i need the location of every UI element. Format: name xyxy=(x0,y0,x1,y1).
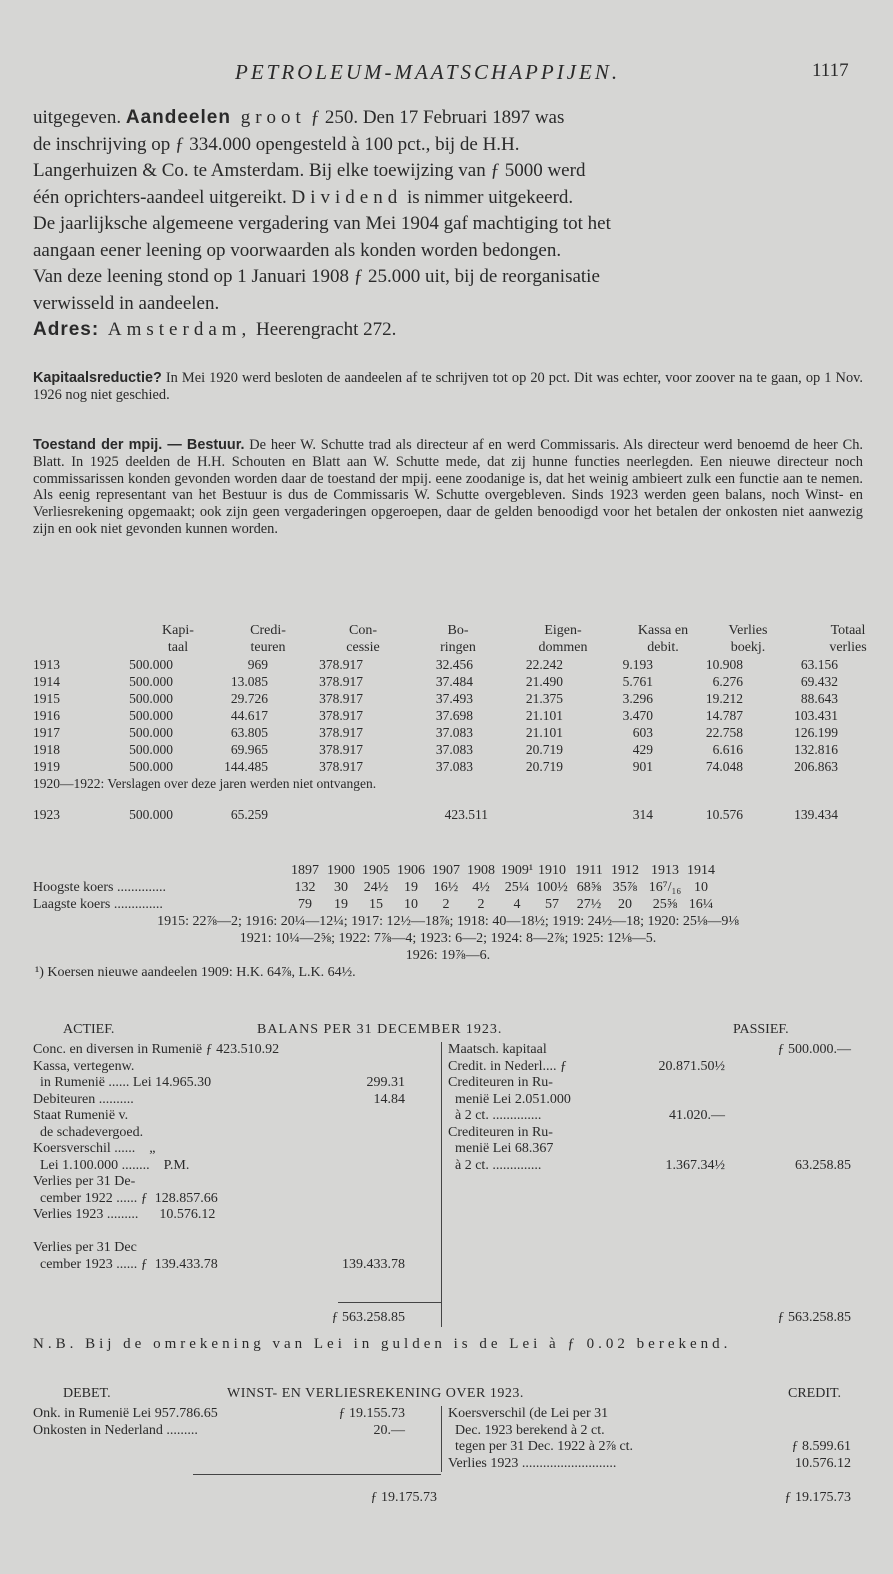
toestand-paragraph xyxy=(33,437,863,538)
table-cell: 21.490 xyxy=(525,674,563,689)
table-cell: 969 xyxy=(247,657,268,672)
results-table xyxy=(33,622,867,823)
balance-left-amount: 299.31 xyxy=(366,1075,405,1090)
balance-left-line: in Rumenië ...... Lei 14.965.30 xyxy=(33,1075,212,1090)
table-cell: 206.863 xyxy=(794,759,838,774)
koers-footnote: ¹) Koersen nieuwe aandeelen 1909: H.K. 64⅞, L.K. 64½. xyxy=(35,965,356,980)
balance-right-line: Credit. in Nederl.... ƒ xyxy=(448,1058,567,1074)
koers-line: 1926: 19⅞—6. xyxy=(405,948,491,963)
balance-sheet xyxy=(33,1022,863,1352)
column-header: Bo- xyxy=(447,623,469,638)
column-header: verlies xyxy=(829,640,867,655)
intro-paragraph xyxy=(33,105,863,344)
koers-cell: 100½ xyxy=(536,880,568,895)
keyword-adres: Adres: xyxy=(33,319,100,340)
divider xyxy=(193,1474,441,1475)
column-header: boekj. xyxy=(730,640,766,655)
table-cell: 21.101 xyxy=(525,708,563,723)
column-header: Eigen- xyxy=(544,623,582,638)
table-cell: 32.456 xyxy=(435,657,473,672)
debet-label: DEBET. xyxy=(63,1386,111,1401)
running-header xyxy=(0,60,893,90)
text-line: verwisseld in aandeelen. xyxy=(33,292,220,314)
column-header: cessie xyxy=(346,640,380,655)
table-cell: 69.965 xyxy=(230,742,268,757)
koers-cell: 68⅝ xyxy=(576,880,602,895)
table-cell: 69.432 xyxy=(800,674,838,689)
koers-cell: 1913 xyxy=(651,863,679,878)
table-cell: 314 xyxy=(632,807,653,822)
koers-cell: 24½ xyxy=(363,880,389,895)
balance-right-line: à 2 ct. .............. xyxy=(448,1157,542,1173)
koers-cell: 1897 xyxy=(291,863,319,878)
table-cell: 603 xyxy=(632,725,653,740)
table-cell: 10.576 xyxy=(705,807,743,822)
table-cell: 378.917 xyxy=(319,708,363,723)
address-street: Heerengracht 272. xyxy=(251,319,397,340)
table-cell: 21.375 xyxy=(525,691,563,706)
table-cell: 37.493 xyxy=(435,691,473,706)
row-year: 1914 xyxy=(33,674,60,689)
text-block: De heer W. Schutte trad als directeur af en werd Commissaris. Als directeur werd benoemd de heer Ch. Blatt. In 1925 deelden de H.H. Schouten en Blatt aan W. Schutte mede, dat zij hunne functies neerlegden. Een nieuwe directeur noch commissarissen konden gevonden worden daar de toestand der mpij. eene zoodanige is, dat het weinig ambieert zulk een functie aan te nemen. Als eenig representant van het Bestuur is dus de Commissaris W. Schutte overgebleven. Sinds 1923 werden geen balans, noch Winst- en Verliesrekening opgemaakt; ook zijn geen vergaderingen opgeroepen, daar de gelden benoodigd voor het betalen der onkosten niet aanwezig zijn en ook niet gevonden kunnen worden. xyxy=(33,437,863,537)
koers-cell: 1900 xyxy=(327,863,355,878)
balance-right-total: 63.258.85 xyxy=(795,1157,851,1173)
koers-label: Hoogste koers .............. xyxy=(33,880,166,895)
balance-total-left: ƒ 563.258.85 xyxy=(331,1310,405,1325)
table-cell: 500.000 xyxy=(129,691,173,706)
balance-right-line: menië Lei 68.367 xyxy=(448,1141,554,1156)
row-year: 1915 xyxy=(33,691,60,706)
table-cell: 74.048 xyxy=(705,759,743,774)
divider xyxy=(441,1042,442,1327)
koers-cell: 10 xyxy=(404,897,418,912)
table-cell: 5.761 xyxy=(622,674,653,689)
winst-right-line: tegen per 31 Dec. 1922 à 2⅞ ct. xyxy=(448,1439,634,1454)
table-cell: 20.719 xyxy=(525,742,563,757)
kapitaalsreductie-paragraph xyxy=(33,370,863,404)
table-cell: 378.917 xyxy=(319,725,363,740)
table-cell: 37.083 xyxy=(435,725,473,740)
text-line: ƒ 250. Den 17 Februari 1897 was xyxy=(305,107,565,128)
balance-title-row xyxy=(33,1022,863,1042)
balance-right-total: ƒ 500.000.— xyxy=(777,1042,851,1057)
table-cell: 500.000 xyxy=(129,708,173,723)
winst-total-left: ƒ 19.175.73 xyxy=(370,1490,437,1505)
table-cell: 500.000 xyxy=(129,725,173,740)
koers-cell: 1905 xyxy=(362,863,390,878)
table-cell: 6.616 xyxy=(712,742,743,757)
winst-right-line: Koersverschil (de Lei per 31 xyxy=(448,1406,609,1421)
text-line: één oprichters-aandeel uitgereikt. xyxy=(33,186,292,208)
table-cell: 126.199 xyxy=(794,725,838,740)
row-year: 1918 xyxy=(33,742,60,757)
balance-left-line: cember 1923 ...... ƒ 139.433.78 xyxy=(33,1256,218,1272)
table-row-1923 xyxy=(33,806,863,823)
table-cell: 63.156 xyxy=(800,657,838,672)
table-cell: 20.719 xyxy=(525,759,563,774)
koers-row xyxy=(33,862,863,879)
table-cell: 65.259 xyxy=(230,807,268,822)
credit-label: CREDIT. xyxy=(788,1386,842,1401)
keyword-aandeelen: Aandeelen xyxy=(125,107,231,128)
winst-left-amount: ƒ 19.155.73 xyxy=(338,1406,405,1421)
table-cell: 14.787 xyxy=(705,708,743,723)
balance-left-line: Conc. en diversen in Rumenië ƒ 423.510.92 xyxy=(33,1042,280,1057)
page-number: 1117 xyxy=(812,60,849,81)
actief-label: ACTIEF. xyxy=(63,1022,115,1037)
balance-left-line: Verlies per 31 De- xyxy=(33,1174,136,1189)
winst-left-line: Onkosten in Nederland ......... xyxy=(33,1422,198,1438)
table-cell: 29.726 xyxy=(230,691,268,706)
table-row xyxy=(33,724,863,741)
table-cell: 429 xyxy=(632,742,653,757)
table-cell: 3.470 xyxy=(622,708,653,723)
balance-right-line: menië Lei 2.051.000 xyxy=(448,1091,571,1107)
row-year: 1917 xyxy=(33,725,60,740)
balance-right-line: Crediteuren in Ru- xyxy=(448,1124,553,1140)
text-line: Langerhuizen & Co. te Amsterdam. Bij elke toewijzing van ƒ 5000 werd xyxy=(33,160,586,181)
column-header: debit. xyxy=(647,640,679,655)
koers-cell: 1909¹ xyxy=(500,863,534,878)
koers-cell: 19 xyxy=(404,880,418,895)
balance-left-amount: 139.433.78 xyxy=(342,1256,405,1272)
koers-cell: 1914 xyxy=(687,863,715,878)
table-cell: 901 xyxy=(632,759,653,774)
winst-right-amount: 10.576.12 xyxy=(795,1455,851,1471)
keyword-toestand: Toestand der mpij. — Bestuur. xyxy=(33,437,245,453)
text-line: De jaarlijksche algemeene vergadering van Mei 1904 gaf machtiging tot het xyxy=(33,213,611,234)
text-line: is nimmer uitgekeerd. xyxy=(402,186,574,208)
table-header-row xyxy=(33,639,867,656)
spacer xyxy=(33,792,863,806)
balance-left-line: Staat Rumenië v. xyxy=(33,1108,129,1123)
table-cell: 500.000 xyxy=(129,657,173,672)
table-cell: 500.000 xyxy=(129,807,173,822)
koers-cell: 10 xyxy=(694,880,708,895)
winst-title: WINST- EN VERLIESREKENING OVER 1923. xyxy=(227,1386,524,1401)
koers-cell: 1912 xyxy=(611,863,639,878)
keyword-dividend: Dividend xyxy=(291,186,403,208)
table-cell: 378.917 xyxy=(319,691,363,706)
table-cell: 37.083 xyxy=(435,759,473,774)
table-cell: 500.000 xyxy=(129,742,173,757)
koers-cell: 132 xyxy=(294,880,316,895)
table-row xyxy=(33,673,863,690)
column-header: ringen xyxy=(440,640,476,655)
table-cell: 37.698 xyxy=(435,708,473,723)
table-cell: 500.000 xyxy=(129,674,173,689)
koers-line: 1921: 10¼—2⅝; 1922: 7⅞—4; 1923: 6—2; 1924: 8—2⅞; 1925: 12⅛—5. xyxy=(239,931,657,946)
koers-cell: 2 xyxy=(442,897,450,912)
text-line: uitgegeven. xyxy=(33,107,126,128)
koers-cell: 20 xyxy=(618,897,632,912)
column-header: Kassa en xyxy=(637,623,689,638)
koers-line: 1915: 22⅞—2; 1916: 20¼—12¼; 1917: 12½—18⅞; 1918: 40—18½; 1919: 24½—18; 1920: 25⅛—9⅛ xyxy=(157,914,739,929)
koers-cell: 2 xyxy=(477,897,485,912)
table-cell: 19.212 xyxy=(705,691,743,706)
text-block: In Mei 1920 werd besloten de aandeelen af te schrijven tot op 20 pct. Dit was echter, voor zoover na te gaan, op 1 Nov. 1926 nog niet geschied. xyxy=(33,370,863,403)
balance-left-line: Verlies per 31 Dec xyxy=(33,1240,137,1255)
table-cell: 37.083 xyxy=(435,742,473,757)
koers-table xyxy=(33,862,863,981)
column-header: dommen xyxy=(538,640,588,655)
table-cell: 10.908 xyxy=(705,657,743,672)
table-cell: 103.431 xyxy=(794,708,838,723)
table-cell: 500.000 xyxy=(129,759,173,774)
balance-left-line: Koersverschil ...... „ xyxy=(33,1141,156,1156)
divider xyxy=(441,1406,442,1472)
koers-cell: 27½ xyxy=(576,897,602,912)
table-cell: 3.296 xyxy=(622,691,653,706)
balance-left-line: Lei 1.100.000 ........ P.M. xyxy=(33,1157,190,1173)
koers-row xyxy=(33,879,863,896)
column-header: Totaal xyxy=(830,623,866,638)
table-cell: 22.242 xyxy=(525,657,563,672)
balance-note: N.B. Bij de omrekening van Lei in gulden is de Lei à ƒ 0.02 berekend. xyxy=(33,1336,732,1352)
column-header: Kapi- xyxy=(162,623,194,638)
balance-right-line: à 2 ct. .............. xyxy=(448,1108,542,1123)
column-header: teuren xyxy=(250,640,286,655)
table-cell: 37.484 xyxy=(435,674,473,689)
winst-right-line: Verlies 1923 ........................... xyxy=(448,1455,617,1471)
divider xyxy=(338,1302,441,1303)
balance-title: BALANS PER 31 DECEMBER 1923. xyxy=(257,1022,503,1037)
koers-row xyxy=(33,896,863,913)
text-line: aangaan eener leening op voorwaarden als konden worden bedongen. xyxy=(33,239,562,261)
table-row xyxy=(33,758,863,775)
koers-cell: 16½ xyxy=(433,880,459,895)
balance-left-line: cember 1922 ...... ƒ 128.857.66 xyxy=(33,1190,218,1206)
koers-label: Laagste koers .............. xyxy=(33,897,163,912)
text-line: Van deze leening stond op 1 Januari 1908 ƒ 25.000 uit, bij de reorganisatie xyxy=(33,266,600,287)
header-title: PETROLEUM-MAATSCHAPPIJEN. xyxy=(235,60,621,84)
table-cell: 21.101 xyxy=(525,725,563,740)
address-city: Amsterdam, xyxy=(99,319,252,340)
column-header: Credi- xyxy=(250,623,286,638)
koers-cell: 16⁷/₁₆ xyxy=(648,880,682,895)
koers-cell: 25¼ xyxy=(504,880,530,895)
table-cell: 44.617 xyxy=(230,708,268,723)
balance-left-line: de schadevergoed. xyxy=(33,1124,144,1140)
column-header: Verlies xyxy=(728,623,768,638)
table-cell: 9.193 xyxy=(622,657,653,672)
table-cell: 139.434 xyxy=(794,807,838,822)
koers-cell: 1907 xyxy=(432,863,460,878)
balance-left-line: Debiteuren .......... xyxy=(33,1091,134,1107)
koers-cell: 1911 xyxy=(575,863,603,878)
winst-left-line: Onk. in Rumenië Lei 957.786.65 xyxy=(33,1406,218,1421)
passief-label: PASSIEF. xyxy=(733,1022,789,1037)
table-cell: 378.917 xyxy=(319,674,363,689)
koers-cell: 4 xyxy=(513,897,521,912)
row-year: 1913 xyxy=(33,657,60,672)
balance-left-amount: 14.84 xyxy=(373,1091,405,1107)
row-year: 1919 xyxy=(33,759,60,774)
column-header: taal xyxy=(167,640,189,655)
balance-right-amount: 1.367.34½ xyxy=(665,1157,725,1173)
table-row xyxy=(33,741,863,758)
balance-left-line: Kassa, vertegenw. xyxy=(33,1058,135,1074)
table-row xyxy=(33,707,863,724)
table-cell: 132.816 xyxy=(794,742,838,757)
winst-right-line: Dec. 1923 berekend à 2 ct. xyxy=(448,1422,605,1438)
koers-cell: 1908 xyxy=(467,863,495,878)
winst-left-amount: 20.— xyxy=(373,1422,405,1438)
koers-cell: 16¼ xyxy=(688,897,714,912)
balance-total-right: ƒ 563.258.85 xyxy=(777,1310,851,1325)
row-year: 1916 xyxy=(33,708,60,723)
koers-cell: 57 xyxy=(545,897,559,912)
koers-cell: 15 xyxy=(369,897,383,912)
table-row xyxy=(33,656,863,673)
table-cell: 22.758 xyxy=(705,725,743,740)
text-line: de inschrijving op ƒ 334.000 opengesteld à 100 pct., bij de H.H. xyxy=(33,133,520,155)
koers-cell: 4½ xyxy=(472,880,490,895)
winst-title-row xyxy=(33,1386,863,1406)
balance-right-line: Maatsch. kapitaal xyxy=(448,1042,547,1057)
profit-loss-account xyxy=(33,1386,863,1505)
koers-cell: 1906 xyxy=(397,863,425,878)
table-cell: 378.917 xyxy=(319,759,363,774)
balance-right-amount: 41.020.— xyxy=(669,1108,725,1123)
winst-total-right: ƒ 19.175.73 xyxy=(784,1490,851,1505)
table-cell: 63.805 xyxy=(230,725,268,740)
table-note: 1920—1922: Verslagen over deze jaren werden niet ontvangen. xyxy=(33,776,377,791)
balance-right-amount: 20.871.50½ xyxy=(658,1058,725,1074)
column-header: Con- xyxy=(349,623,377,638)
winst-right-amount: ƒ 8.599.61 xyxy=(791,1439,851,1454)
table-cell: 1923 xyxy=(33,807,60,822)
text-line: groot xyxy=(230,107,306,128)
keyword-kapitaalsreductie: Kapitaalsreductie? xyxy=(33,370,162,386)
table-header-row xyxy=(33,622,866,639)
koers-cell: 79 xyxy=(298,897,312,912)
koers-cell: 1910 xyxy=(538,863,566,878)
table-cell: 423.511 xyxy=(444,807,488,822)
table-cell: 144.485 xyxy=(224,759,268,774)
table-row xyxy=(33,690,863,707)
balance-right-line: Crediteuren in Ru- xyxy=(448,1075,553,1090)
balance-left-line: Verlies 1923 ......... 10.576.12 xyxy=(33,1207,216,1222)
koers-cell: 19 xyxy=(334,897,348,912)
table-cell: 88.643 xyxy=(800,691,838,706)
table-cell: 378.917 xyxy=(319,742,363,757)
koers-cell: 35⅞ xyxy=(612,880,638,895)
table-cell: 378.917 xyxy=(319,657,363,672)
table-cell: 6.276 xyxy=(712,674,743,689)
koers-cell: 30 xyxy=(334,880,348,895)
table-cell: 13.085 xyxy=(230,674,268,689)
koers-cell: 25⅝ xyxy=(652,897,678,912)
